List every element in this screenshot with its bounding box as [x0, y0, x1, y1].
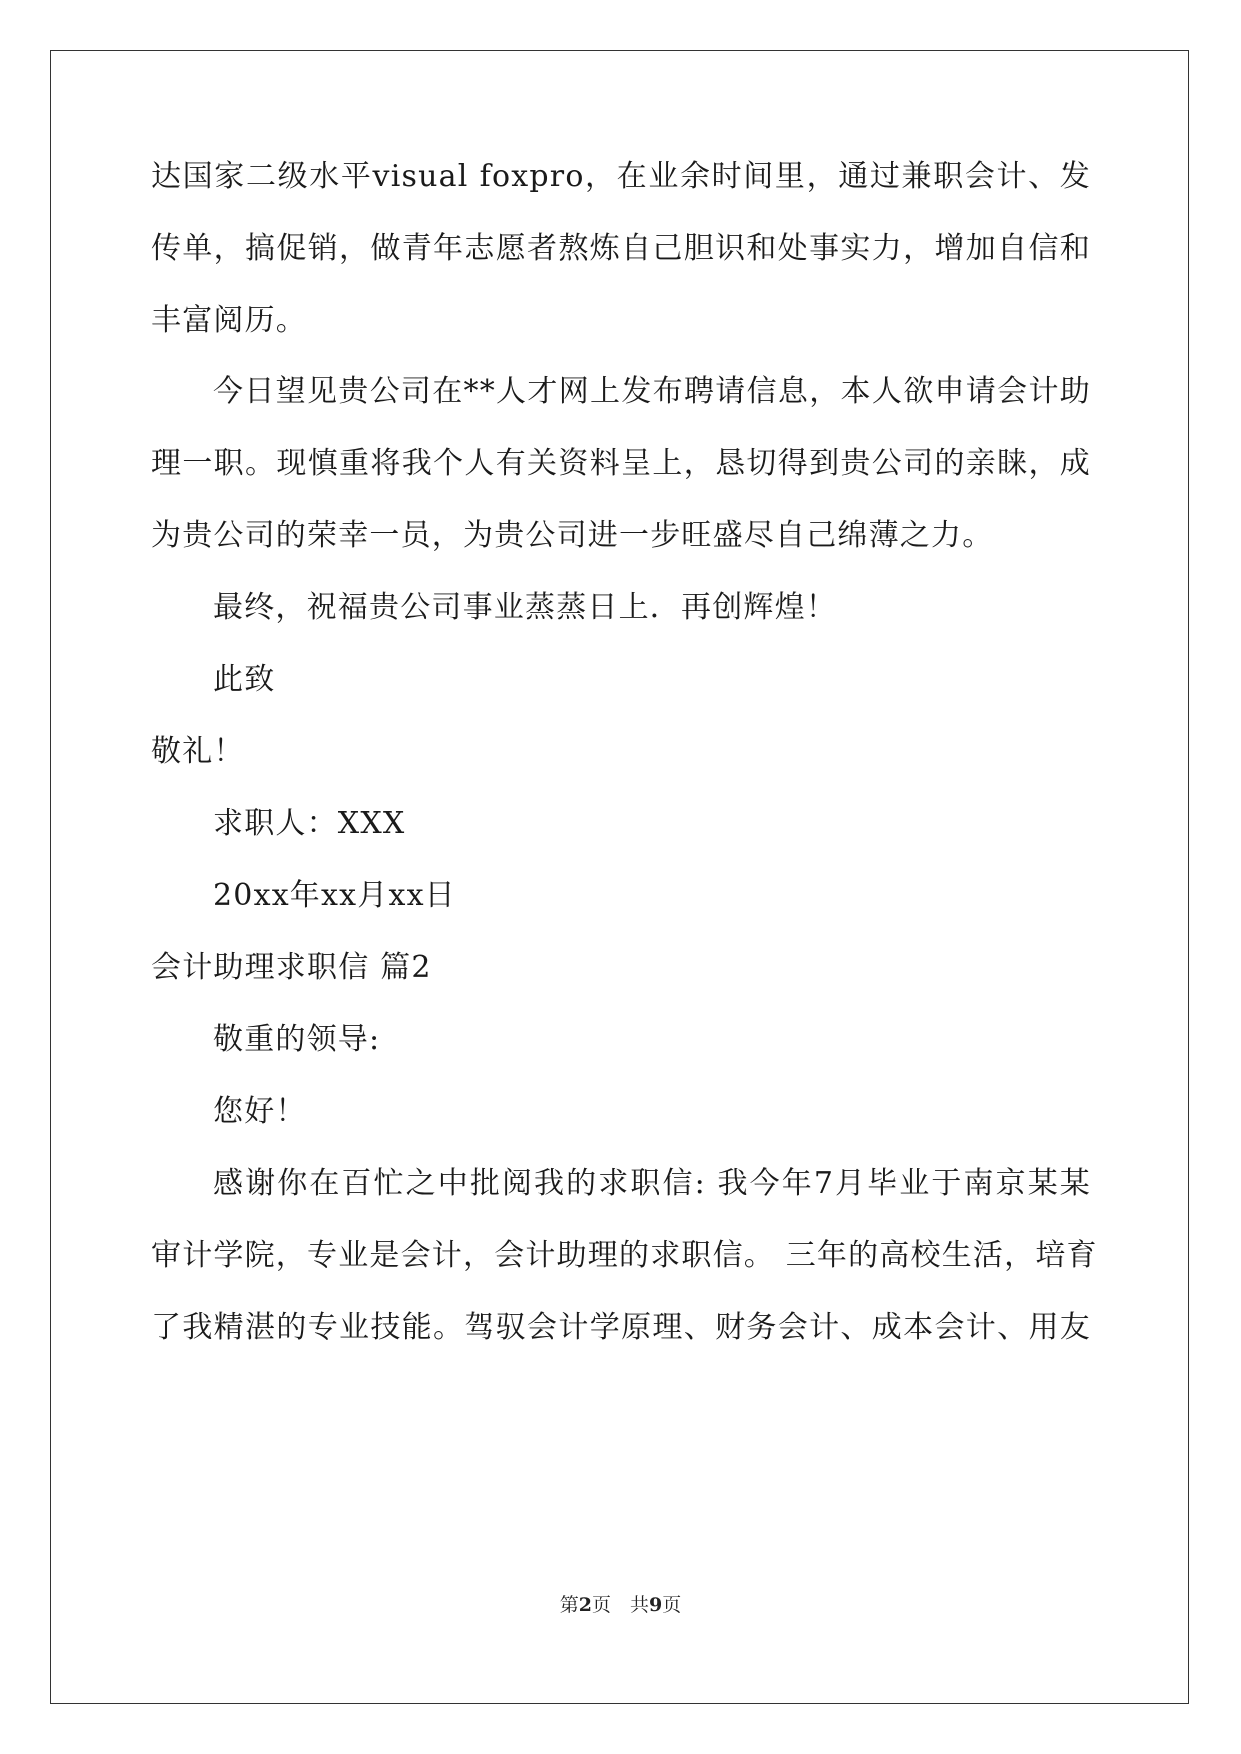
paragraph-line: 传单，搞促销，做青年志愿者熬炼自己胆识和处事实力，增加自信和 — [151, 231, 1091, 266]
salutation-line: 敬重的领导: — [213, 1022, 381, 1057]
paragraph-line: 今日望见贵公司在**人才网上发布聘请信息，本人欲申请会计助 — [213, 374, 1091, 409]
paragraph-line: 丰富阅历。 — [151, 303, 307, 338]
page-footer — [0, 1593, 1241, 1617]
paragraph-line: 最终，祝福贵公司事业蒸蒸日上．再创辉煌！ — [213, 590, 837, 625]
signature-line: 求职人：XXX — [213, 806, 406, 841]
greeting-line: 您好！ — [213, 1094, 307, 1129]
page-number-total: 9 — [649, 1594, 663, 1616]
paragraph-line: 为贵公司的荣幸一员，为贵公司进一步旺盛尽自己绵薄之力。 — [151, 518, 994, 553]
paragraph-line: 理一职。现慎重将我个人有关资料呈上，恳切得到贵公司的亲睐，成 — [151, 446, 1091, 481]
section-heading: 会计助理求职信 篇2 — [151, 950, 432, 985]
footer-suffix: 页 — [662, 1594, 682, 1616]
date-line: 20xx年xx月xx日 — [213, 878, 456, 913]
paragraph-line: 达国家二级水平visual foxpro，在业余时间里，通过兼职会计、发 — [151, 159, 1091, 194]
paragraph-line: 了我精湛的专业技能。驾驭会计学原理、财务会计、成本会计、用友 — [151, 1310, 1091, 1345]
paragraph-line: 审计学院，专业是会计，会计助理的求职信。 三年的高校生活，培育 — [151, 1238, 1098, 1273]
paragraph-line: 感谢你在百忙之中批阅我的求职信: 我今年7月毕业于南京某某 — [213, 1166, 1091, 1201]
closing-line: 此致 — [213, 662, 276, 697]
page-number-current: 2 — [578, 1594, 592, 1616]
footer-prefix: 第 — [559, 1594, 579, 1616]
footer-mid: 页 共 — [591, 1594, 649, 1616]
closing-line: 敬礼！ — [151, 734, 245, 769]
